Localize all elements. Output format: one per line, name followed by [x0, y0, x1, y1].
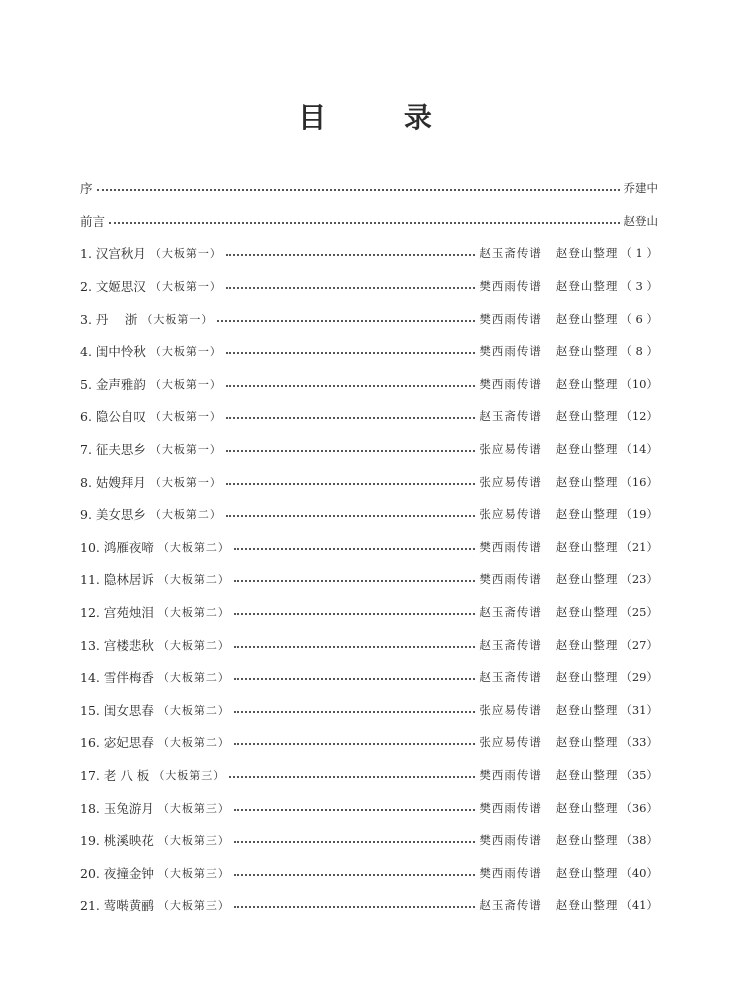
entry-transmitter: 赵玉斋传谱 — [479, 409, 542, 424]
entry-credits — [479, 539, 658, 555]
toc-entry[interactable] — [80, 465, 658, 498]
entry-tag: （大板第三） — [157, 834, 230, 848]
dot-leader — [234, 809, 476, 811]
entry-tag: （大板第二） — [157, 638, 230, 652]
entry-title: 4. 闺中怜秋 — [80, 344, 146, 360]
entry-editor: 赵登山整理 — [555, 800, 619, 815]
entry-page: （25） — [620, 605, 658, 620]
dot-leader — [97, 189, 620, 191]
entry-title: 19. 桃溪映花 — [80, 833, 154, 849]
entry-credits — [479, 637, 658, 653]
entry-editor: 赵登山整理 — [555, 442, 619, 457]
dot-leader — [234, 613, 476, 615]
entry-title: 8. 姑嫂拜月 — [80, 474, 146, 490]
entry-credits — [479, 767, 658, 783]
toc-front-row[interactable] — [80, 172, 658, 205]
entry-credits — [479, 702, 658, 718]
entry-title: 18. 玉兔游月 — [80, 800, 154, 816]
dot-leader — [226, 385, 475, 387]
entry-transmitter: 樊西雨传谱 — [479, 539, 542, 554]
toc-entry[interactable] — [80, 889, 658, 922]
entry-tag: （大板第二） — [157, 736, 230, 750]
entry-tag: （大板第二） — [157, 573, 230, 587]
entry-credits — [479, 506, 658, 522]
entry-tag: （大板第一） — [149, 475, 222, 489]
dot-leader — [226, 515, 475, 517]
entry-title: 2. 文姬思汉 — [80, 279, 146, 295]
entry-title: 14. 雪伴梅香 — [80, 670, 154, 686]
entry-page: （27） — [620, 637, 658, 652]
toc-entry[interactable] — [80, 824, 658, 857]
entry-transmitter: 樊西雨传谱 — [479, 767, 542, 782]
entry-transmitter: 樊西雨传谱 — [479, 344, 542, 359]
dot-leader — [226, 450, 475, 452]
entry-page: （14） — [620, 442, 658, 457]
entry-credits — [479, 376, 658, 392]
entry-editor: 赵登山整理 — [555, 279, 619, 294]
entry-transmitter: 樊西雨传谱 — [479, 833, 542, 848]
entry-tag: （大板第一） — [149, 410, 222, 424]
entry-transmitter: 张应易传谱 — [479, 474, 542, 489]
entry-title: 3. 丹 浙 — [80, 311, 138, 327]
entry-transmitter: 张应易传谱 — [479, 442, 542, 457]
entry-transmitter: 张应易传谱 — [479, 507, 542, 522]
dot-leader — [226, 352, 475, 354]
entry-transmitter: 樊西雨传谱 — [479, 311, 542, 326]
toc-entry[interactable] — [80, 531, 658, 564]
entry-tag: （大板第一） — [149, 247, 222, 261]
toc-entry[interactable] — [80, 661, 658, 694]
entry-page: （12） — [620, 409, 658, 424]
dot-leader — [234, 743, 476, 745]
toc-entry[interactable] — [80, 791, 658, 824]
entry-credits — [479, 571, 658, 587]
toc-entry[interactable] — [80, 694, 658, 727]
entry-page: （ 8 ） — [620, 344, 658, 359]
entry-editor: 赵登山整理 — [555, 344, 619, 359]
entry-editor: 赵登山整理 — [555, 735, 619, 750]
dot-leader — [226, 417, 475, 419]
entry-credits — [479, 245, 658, 261]
toc-entry[interactable] — [80, 433, 658, 466]
entry-page: （41） — [620, 898, 658, 913]
entry-editor: 赵登山整理 — [555, 474, 619, 489]
entry-transmitter: 樊西雨传谱 — [479, 376, 542, 391]
entry-transmitter: 赵玉斋传谱 — [479, 670, 542, 685]
entry-page: （16） — [620, 474, 658, 489]
entry-page: （ 1 ） — [620, 246, 658, 261]
entry-editor: 赵登山整理 — [555, 605, 619, 620]
toc-author: 乔建中 — [623, 181, 658, 196]
entry-transmitter: 赵玉斋传谱 — [479, 605, 542, 620]
toc-entry[interactable] — [80, 628, 658, 661]
dot-leader — [226, 254, 475, 256]
entry-page: （40） — [620, 865, 658, 880]
entry-tag: （大板第二） — [157, 703, 230, 717]
entry-title: 10. 鸿雁夜啼 — [80, 539, 154, 555]
entry-editor: 赵登山整理 — [555, 246, 619, 261]
entry-transmitter: 张应易传谱 — [479, 702, 542, 717]
entry-title: 20. 夜撞金钟 — [80, 865, 154, 881]
entry-title: 5. 金声雅韵 — [80, 376, 146, 392]
entry-editor: 赵登山整理 — [555, 702, 619, 717]
entry-tag: （大板第二） — [149, 508, 222, 522]
entry-editor: 赵登山整理 — [555, 409, 619, 424]
entry-credits — [479, 474, 658, 490]
entry-tag: （大板第二） — [157, 540, 230, 554]
entry-transmitter: 樊西雨传谱 — [479, 800, 542, 815]
entry-page: （38） — [620, 833, 658, 848]
entry-credits — [479, 832, 658, 848]
entry-credits — [479, 311, 658, 327]
entry-title: 12. 宫苑烛泪 — [80, 605, 154, 621]
entry-credits — [479, 669, 658, 685]
toc-entry[interactable] — [80, 759, 658, 792]
toc-front-row[interactable] — [80, 205, 658, 238]
entry-page: （21） — [620, 539, 658, 554]
dot-leader — [109, 222, 619, 224]
entry-title: 7. 征夫思乡 — [80, 442, 146, 458]
toc-label: 序 — [80, 181, 93, 197]
entry-page: （36） — [620, 800, 658, 815]
entry-title: 16. 宓妃思春 — [80, 735, 154, 751]
entry-page: （19） — [620, 507, 658, 522]
entry-transmitter: 赵玉斋传谱 — [479, 246, 542, 261]
entry-editor: 赵登山整理 — [555, 637, 619, 652]
entry-transmitter: 赵玉斋传谱 — [479, 898, 542, 913]
dot-leader — [226, 483, 475, 485]
entry-tag: （大板第一） — [149, 377, 222, 391]
entry-credits — [479, 441, 658, 457]
toc-entry[interactable] — [80, 368, 658, 401]
toc-entry[interactable] — [80, 270, 658, 303]
entry-editor: 赵登山整理 — [555, 507, 619, 522]
entry-title: 1. 汉宫秋月 — [80, 246, 146, 262]
entry-page: （31） — [620, 702, 658, 717]
dot-leader — [234, 678, 476, 680]
entry-tag: （大板第三） — [157, 866, 230, 880]
entry-tag: （大板第二） — [157, 671, 230, 685]
entry-credits — [479, 343, 658, 359]
entry-transmitter: 赵玉斋传谱 — [479, 637, 542, 652]
entry-page: （23） — [620, 572, 658, 587]
entry-editor: 赵登山整理 — [555, 833, 619, 848]
entry-page: （ 6 ） — [620, 311, 658, 326]
dot-leader — [234, 906, 476, 908]
entry-title: 9. 美女思乡 — [80, 507, 146, 523]
entry-editor: 赵登山整理 — [555, 311, 619, 326]
toc-entry[interactable] — [80, 237, 658, 270]
entry-editor: 赵登山整理 — [555, 670, 619, 685]
entry-title: 6. 隐公自叹 — [80, 409, 146, 425]
entry-editor: 赵登山整理 — [555, 865, 619, 880]
page-title: 目 录 — [298, 101, 466, 134]
dot-leader — [234, 548, 476, 550]
entry-transmitter: 樊西雨传谱 — [479, 572, 542, 587]
entry-title: 17. 老 八 板 — [80, 767, 150, 783]
entry-transmitter: 樊西雨传谱 — [479, 279, 542, 294]
dot-leader — [234, 711, 476, 713]
dot-leader — [234, 580, 476, 582]
entry-credits — [479, 604, 658, 620]
entry-editor: 赵登山整理 — [555, 767, 619, 782]
entry-tag: （大板第一） — [149, 345, 222, 359]
entry-credits — [479, 408, 658, 424]
toc-author: 赵登山 — [623, 213, 658, 228]
dot-leader — [229, 776, 475, 778]
dot-leader — [234, 646, 476, 648]
entry-credits — [479, 897, 658, 913]
dot-leader — [234, 874, 476, 876]
entry-tag: （大板第一） — [149, 280, 222, 294]
entry-tag: （大板第一） — [141, 312, 214, 326]
toc-entry[interactable] — [80, 596, 658, 629]
entry-tag: （大板第一） — [149, 443, 222, 457]
toc-label: 前言 — [80, 213, 106, 229]
toc-entry[interactable] — [80, 563, 658, 596]
entry-page: （ 3 ） — [620, 279, 658, 294]
entry-credits — [479, 865, 658, 881]
dot-leader — [217, 320, 475, 322]
toc-entry[interactable] — [80, 302, 658, 335]
dot-leader — [234, 841, 476, 843]
entry-page: （10） — [620, 376, 658, 391]
entry-page: （29） — [620, 670, 658, 685]
toc-entry[interactable] — [80, 726, 658, 759]
entry-editor: 赵登山整理 — [555, 572, 619, 587]
entry-tag: （大板第三） — [153, 768, 226, 782]
toc-entries — [80, 237, 658, 921]
entry-page: （35） — [620, 767, 658, 782]
entry-title: 21. 莺啭黄鹂 — [80, 898, 154, 914]
entry-editor: 赵登山整理 — [555, 898, 619, 913]
entry-editor: 赵登山整理 — [555, 539, 619, 554]
entry-title: 15. 闺女思春 — [80, 702, 154, 718]
entry-title: 11. 隐林居诉 — [80, 572, 154, 588]
entry-transmitter: 张应易传谱 — [479, 735, 542, 750]
entry-credits — [479, 278, 658, 294]
toc-entry[interactable] — [80, 498, 658, 531]
entry-tag: （大板第三） — [157, 899, 230, 913]
entry-credits — [479, 800, 658, 816]
entry-tag: （大板第二） — [157, 606, 230, 620]
toc-entry[interactable] — [80, 856, 658, 889]
entry-editor: 赵登山整理 — [555, 376, 619, 391]
table-of-contents — [80, 172, 658, 922]
entry-title: 13. 宫楼悲秋 — [80, 637, 154, 653]
entry-transmitter: 樊西雨传谱 — [479, 865, 542, 880]
entry-tag: （大板第三） — [157, 801, 230, 815]
toc-entry[interactable] — [80, 335, 658, 368]
toc-entry[interactable] — [80, 400, 658, 433]
entry-credits — [479, 734, 658, 750]
entry-page: （33） — [620, 735, 658, 750]
dot-leader — [226, 287, 475, 289]
